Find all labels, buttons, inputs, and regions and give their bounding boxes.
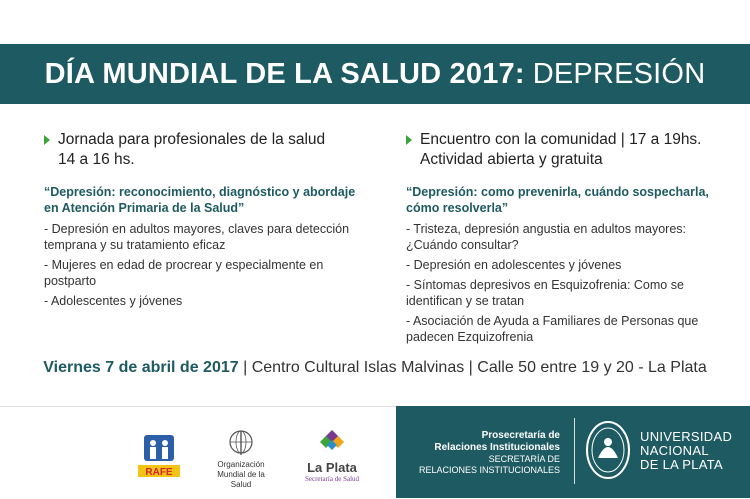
rafe-logo-text: RAFE bbox=[145, 467, 173, 478]
oms-line1: Organización bbox=[217, 460, 265, 469]
event-info-line bbox=[0, 359, 750, 377]
banner-title-bold: DÍA MUNDIAL DE LA SALUD 2017: bbox=[44, 57, 525, 90]
professionals-heading-line1: Jornada para profesionales de la salud bbox=[58, 131, 326, 148]
unlp-name bbox=[640, 430, 732, 472]
community-column bbox=[406, 130, 722, 349]
unlp-line3: DE LA PLATA bbox=[640, 457, 724, 472]
green-arrow-icon bbox=[406, 135, 412, 145]
community-topics bbox=[406, 221, 722, 345]
list-item: - Mujeres en edad de procrear y especialmente en postparto bbox=[44, 258, 324, 288]
rafe-logo bbox=[136, 431, 182, 479]
community-subtitle: “Depresión: como prevenirla, cuándo sospecharla, cómo resolverla” bbox=[406, 185, 709, 215]
professionals-column bbox=[44, 130, 364, 313]
prosec-line1: Prosecretaría de bbox=[481, 430, 560, 441]
prosecretaria-block bbox=[419, 430, 560, 476]
list-item: - Depresión en adolescentes y jóvenes bbox=[406, 258, 622, 272]
prosec-line3: SECRETARÍA DE bbox=[488, 454, 560, 464]
event-date: Viernes 7 de abril de 2017 bbox=[43, 359, 239, 376]
unlp-line1: UNIVERSIDAD bbox=[640, 429, 733, 444]
community-heading-line2: Actividad abierta y gratuita bbox=[420, 151, 603, 168]
professionals-heading-line2: 14 a 16 hs. bbox=[58, 151, 135, 168]
oms-line2: Mundial de la Salud bbox=[217, 470, 265, 489]
professionals-subtitle: “Depresión: reconocimiento, diagnóstico y abordaje en Atención Primaria de la Salud” bbox=[44, 185, 356, 215]
prosec-line2: Relaciones Institucionales bbox=[434, 442, 560, 453]
laplata-name: La Plata bbox=[307, 460, 357, 475]
partner-logos bbox=[0, 406, 396, 499]
oms-logo bbox=[206, 429, 276, 490]
list-item: - Depresión en adultos mayores, claves para detección temprana y su tratamiento eficaz bbox=[44, 222, 350, 252]
community-heading bbox=[406, 130, 722, 170]
professionals-topics bbox=[44, 221, 364, 309]
event-location: | Centro Cultural Islas Malvinas | Calle 50 entre 19 y 20 - La Plata bbox=[238, 359, 707, 376]
prosec-line4: RELACIONES INSTITUCIONALES bbox=[418, 465, 560, 475]
list-item: - Síntomas depresivos en Esquizofrenia: Como se identifican y se tratan bbox=[406, 278, 684, 308]
laplata-logo bbox=[300, 429, 364, 483]
globe-icon bbox=[226, 429, 256, 457]
title-banner bbox=[0, 44, 750, 104]
community-heading-line1: Encuentro con la comunidad | 17 a 19hs. bbox=[420, 131, 702, 148]
laplata-sub: Secretaría de Salud bbox=[304, 475, 360, 483]
banner-title-rest: DEPRESIÓN bbox=[532, 57, 706, 90]
laplata-diamond-icon bbox=[318, 429, 346, 453]
footer-divider bbox=[574, 418, 575, 484]
list-item: - Asociación de Ayuda a Familiares de Personas que padecen Ezquizofrenia bbox=[406, 314, 699, 344]
unlp-seal-icon bbox=[584, 418, 632, 482]
green-arrow-icon bbox=[44, 135, 50, 145]
unlp-line2: NACIONAL bbox=[640, 443, 709, 458]
list-item: - Adolescentes y jóvenes bbox=[44, 294, 183, 308]
list-item: - Tristeza, depresión angustia en adultos mayores: ¿Cuándo consultar? bbox=[406, 222, 687, 252]
unlp-footer bbox=[396, 406, 750, 498]
professionals-heading bbox=[44, 130, 364, 170]
